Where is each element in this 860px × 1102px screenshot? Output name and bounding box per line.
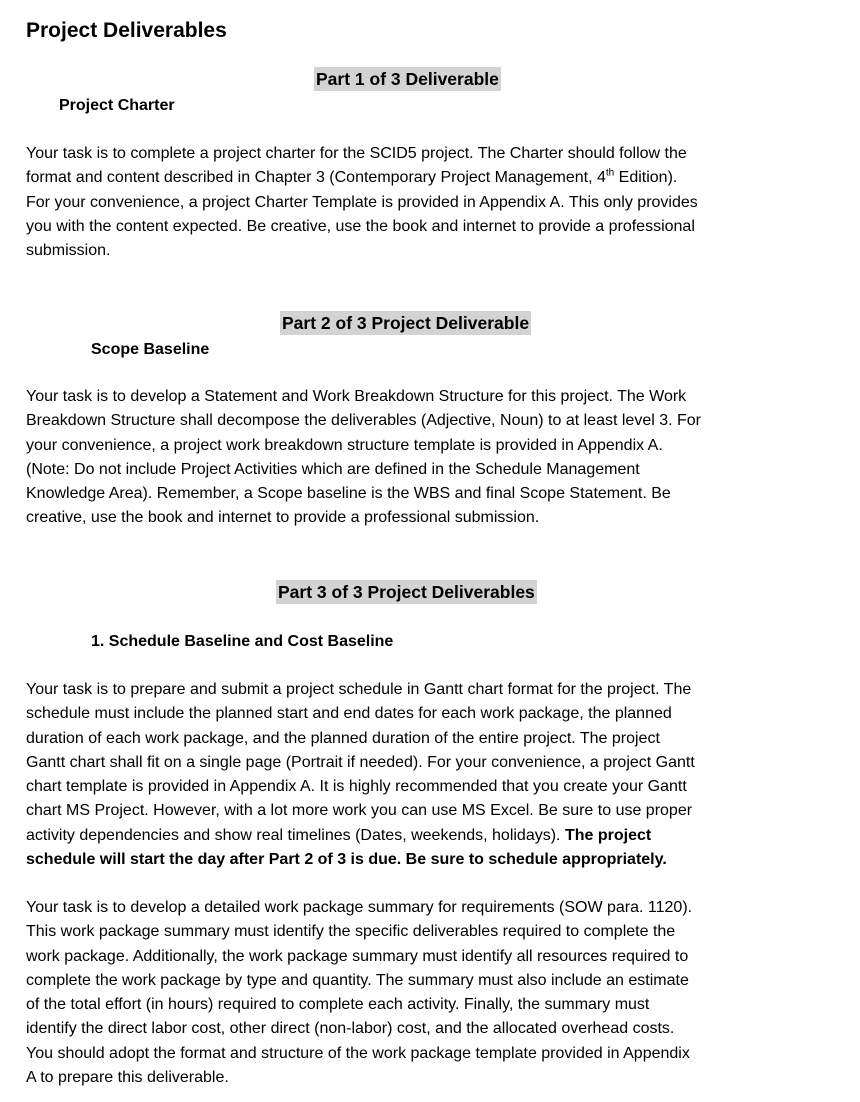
part3-body2-line-3: work package. Additionally, the work package summary must identify all resources required to (26, 947, 689, 965)
part3-body1-line-7-plain: activity dependencies and show real timelines (Dates, weekends, holidays). (26, 826, 565, 844)
part1-body-line-3: For your convenience, a project Charter Template is provided in Appendix A. This only provides (26, 193, 698, 211)
part3-body2-line-7: You should adopt the format and structure of the work package template provided in Appendix (26, 1044, 690, 1062)
page-title: Project Deliverables (26, 19, 227, 42)
part3-body1-line-7-bold: The project (564, 826, 652, 844)
part1-body-line-1: Your task is to complete a project charter for the SCID5 project. The Charter should follow the (26, 145, 687, 162)
part2-body (26, 385, 816, 531)
part1-body (26, 142, 816, 263)
part2-body-line-1: Your task is to develop a Statement and Work Breakdown Structure for this project. The Work (26, 388, 687, 405)
part3-body-work-package (26, 896, 816, 1090)
part1-section-title: Project Charter (59, 97, 175, 114)
part2-body-line-5: Knowledge Area). Remember, a Scope baseline is the WBS and final Scope Statement. Be (26, 485, 671, 503)
part1-body-line-4: you with the content expected. Be creative, use the book and internet to provide a professional (26, 217, 695, 235)
part3-body-schedule (26, 678, 816, 872)
part1-body-line-5: submission. (26, 242, 111, 260)
part3-section-title: 1. Schedule Baseline and Cost Baseline (91, 633, 394, 650)
part1-body-line-2-pre: format and content described in Chapter 3 (Contemporary Project Management, 4 (26, 169, 606, 187)
part3-body2-line-2: This work package summary must identify the specific deliverables required to complete the (26, 923, 676, 941)
part1-heading: Part 1 of 3 Deliverable (316, 69, 499, 89)
part3-body1-line-4: Gantt chart shall fit on a single page (Portrait if needed). For your convenience, a project Gantt (26, 753, 695, 771)
part3-body1-line-5: chart template is provided in Appendix A. It is highly recommended that you create your Gantt (26, 778, 687, 796)
part2-section-title: Scope Baseline (91, 341, 210, 358)
part2-body-line-4: (Note: Do not include Project Activities which are defined in the Schedule Management (26, 460, 640, 478)
part2-body-line-3: your convenience, a project work breakdown structure template is provided in Appendix A. (26, 436, 663, 454)
part3-heading: Part 3 of 3 Project Deliverables (278, 582, 535, 602)
part3-body1-line-7 (26, 824, 816, 848)
part3-body2-line-6: identify the direct labor cost, other direct (non-labor) cost, and the allocated overhead costs. (26, 1020, 675, 1038)
part3-body2-line-8: A to prepare this deliverable. (26, 1069, 229, 1087)
part3-body1-line-3: duration of each work package, and the planned duration of the entire project. The project (26, 729, 660, 747)
part3-body2-line-4: complete the work package by type and quantity. The summary must also include an estimate (26, 971, 689, 989)
superscript-ordinal: th (605, 167, 615, 179)
part3-body1-line-6: chart MS Project. However, with a lot more work you can use MS Excel. Be sure to use proper (26, 802, 693, 820)
part1-body-line-2 (26, 166, 816, 190)
part3-body2-line-1: Your task is to develop a detailed work package summary for requirements (SOW para. 1120). (26, 899, 693, 916)
part3-body1-line-8: schedule will start the day after Part 2 of 3 is due. Be sure to schedule appropriately. (26, 851, 667, 869)
part1-body-line-2-post: Edition). (614, 169, 678, 187)
part3-body2-line-5: of the total effort (in hours) required to complete each activity. Finally, the summary must (26, 996, 650, 1014)
part3-body1-line-2: schedule must include the planned start and end dates for each work package, the planned (26, 705, 672, 723)
part2-heading: Part 2 of 3 Project Deliverable (282, 313, 530, 333)
part2-body-line-6: creative, use the book and internet to provide a professional submission. (26, 509, 540, 527)
part3-body1-line-1: Your task is to prepare and submit a project schedule in Gantt chart format for the project. The (26, 681, 692, 698)
part2-body-line-2: Breakdown Structure shall decompose the deliverables (Adjective, Noun) to at least level 3. For (26, 412, 702, 430)
